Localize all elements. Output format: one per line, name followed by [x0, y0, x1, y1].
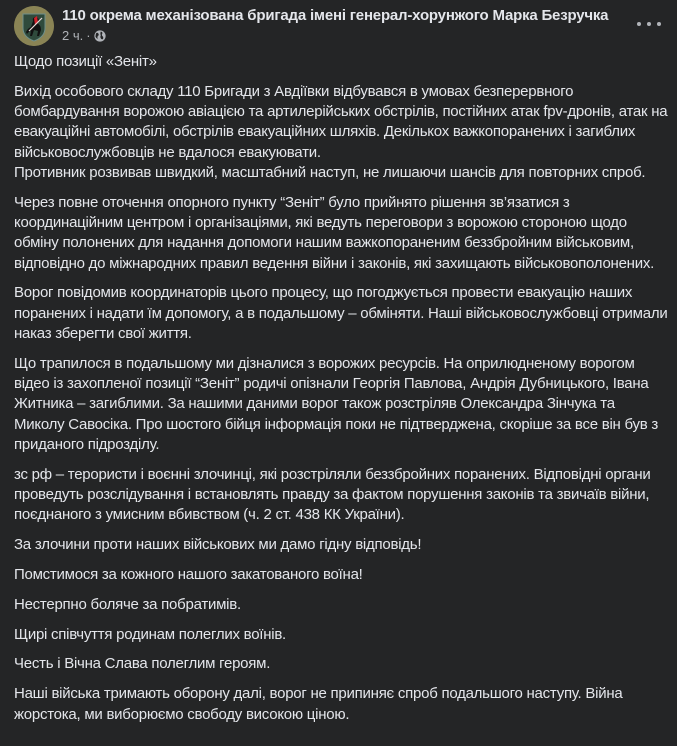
post-title: Щодо позиції «Зеніт» — [14, 53, 157, 70]
options-dot — [647, 22, 651, 26]
post-body — [14, 52, 669, 734]
post-timestamp[interactable]: 2 ч. — [62, 28, 84, 43]
post-meta — [62, 28, 106, 43]
avatar[interactable] — [14, 6, 54, 46]
options-dot — [657, 22, 661, 26]
options-dot — [637, 22, 641, 26]
globe-icon[interactable] — [94, 30, 106, 42]
post-paragraph: Вихід особового складу 110 Бригади з Авдіївки відбувався в умовах безперервного бомбардування ворожою авіацією та артилерійських обстрілів, постійних атак fpv-дронів, атак на евакуаційні автомобілі, обстрілів евакуаційних шляхів. Декількох важкопоранених і загиблих військовослужбовців не вдалося евакуювати. Противник розвивав швидкий, масштабний наступ, не лишаючи шансів для повторних спроб. — [14, 82, 668, 181]
post-paragraph: зс рф – терористи і воєнні злочинці, які розстріляли беззбройних поранених. Відповідні органи проведуть розслідування і встановлять правду за фактом порушення законів та звичаїв війни, поєднаного з умисним вбивством (ч. 2 ст. 438 КК України). — [14, 465, 651, 524]
post-paragraph: Через повне оточення опорного пункту “Зеніт” було прийнято рішення зв’язатися з координаційним центром і організаціями, які ведуть переговори з ворожою стороною щодо обміну полонених для надання допомоги нашим важкопораненим беззбройним військовим, відповідно до міжнародних правил ведення війни і законів, які захищають військовополонених. — [14, 193, 654, 272]
brigade-emblem-icon — [14, 6, 54, 46]
post-paragraph: Наші війська тримають оборону далі, ворог не припиняє спроб подальшого наступу. Війна жорстока, ми виборюємо свободу високою ціною. — [14, 685, 623, 723]
post-paragraph: Нестерпно боляче за побратимів. — [14, 595, 241, 613]
post-header — [0, 0, 677, 50]
post-paragraph: Що трапилося в подальшому ми дізналися з ворожих ресурсів. На оприлюдненому ворогом відео із захопленої позиції “Зеніт” родичі опізнали Георгія Павлова, Андрія Дубницького, Івана Житника – загиблими. За нашими даними ворог також розстріляв Олександра Зінчука та Миколу Савосіка. Про шостого бійця інформація поки не підтверджена, скоріше за все він був з приданого підрозділу. — [14, 354, 659, 454]
more-options-icon[interactable] — [637, 16, 661, 32]
author-name-link[interactable]: 110 окрема механізована бригада імені генерал-хорунжого Марка Безручка — [62, 7, 609, 24]
post-paragraph: Помстимося за кожного нашого закатованого воїна! — [14, 566, 363, 584]
meta-separator: · — [86, 28, 91, 43]
post-paragraph: За злочини проти наших військових ми дамо гідну відповідь! — [14, 536, 422, 554]
post-paragraph: Честь і Вічна Слава полеглим героям. — [14, 655, 271, 673]
post-paragraph: Ворог повідомив координаторів цього процесу, що погоджується провести евакуацію наших поранених і надати їм допомогу, а в подальшому – обміняти. Наші військовослужбовці отримали наказ зберегти свої життя. — [14, 284, 668, 343]
post-paragraph: Щирі співчуття родинам полеглих воїнів. — [14, 625, 286, 643]
